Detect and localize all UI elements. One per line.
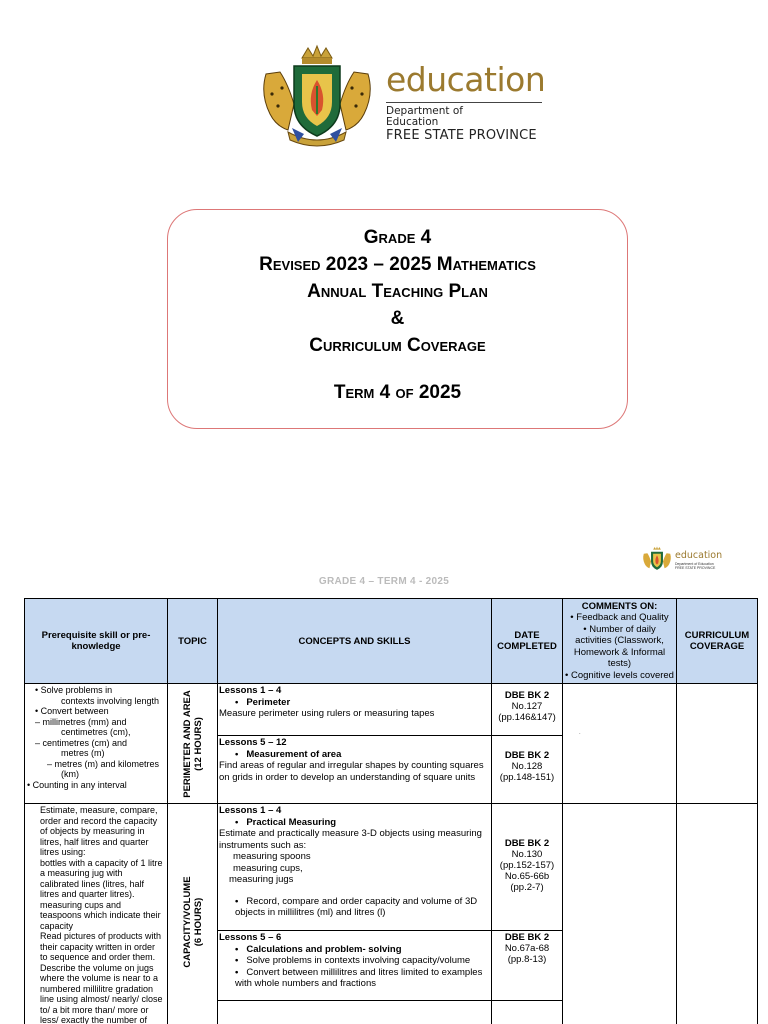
table-row	[25, 804, 758, 931]
coverage-cell	[677, 684, 758, 804]
dept-line-2: Education	[386, 116, 439, 128]
lesson-cell: Lessons 5 – 12 • Measurement of area Find areas of regular and irregular shapes by counting squares on grids in order to develop an understanding of square units	[218, 736, 492, 804]
teaching-plan-table	[24, 598, 758, 1024]
lesson-cell-empty	[218, 1001, 492, 1024]
table-row	[25, 684, 758, 736]
mini-coat-of-arms-icon	[641, 546, 673, 574]
topic-cell: CAPACITY/VOLUME (6 HOURS)	[168, 804, 218, 1024]
lesson-cell: Lessons 1 – 4 • Perimeter Measure perimeter using rulers or measuring tapes	[218, 684, 492, 736]
title-revised: Revised 2023 – 2025 Mathematics	[259, 254, 536, 275]
col-comments: COMMENTS ON: • Feedback and Quality • Number of daily activities (Classwork, Homework & Informal tests) • Cognitive levels covered	[563, 599, 677, 684]
comments-cell	[563, 804, 677, 1024]
lesson-cell: Lessons 1 – 4 • Practical Measuring Estimate and practically measure 3-D objects using measuring instruments such as: measuring spoons measuring cups, measuring jugs • Record, compare and order capacity and volume of 3D objects in millilitres (ml) and litres (l)	[218, 804, 492, 931]
date-cell: DBE BK 2 No.128 (pp.148-151)	[492, 736, 563, 804]
education-logo	[258, 44, 548, 154]
dept-line-3: FREE STATE PROVINCE	[386, 128, 537, 143]
date-cell-empty	[492, 1001, 563, 1024]
mini-education-logo	[641, 546, 731, 576]
mini-brand-word: education	[675, 550, 723, 561]
dept-line-1: Department of	[386, 105, 463, 117]
grade-term-caption: GRADE 4 – TERM 4 - 2025	[318, 576, 450, 587]
brand-divider	[386, 102, 542, 103]
col-topic: TOPIC	[168, 599, 218, 684]
topic-cell: PERIMETER AND AREA (12 HOURS)	[168, 684, 218, 804]
prereq-cell: • Solve problems in contexts involving length • Convert between – millimetres (mm) and centimetres (cm), – centimetres (cm) and metres (m) – metres (m) and kilometres (km) • Counting in any interval	[25, 684, 168, 804]
coverage-cell	[677, 804, 758, 1024]
title-atp: Annual Teaching Plan	[307, 281, 488, 302]
title-grade: Grade 4	[363, 227, 432, 248]
mini-brand-sub: Department of Education FREE STATE PROVINCE	[675, 562, 716, 570]
date-cell: DBE BK 2 No.67a-68 (pp.8-13)	[492, 931, 563, 1001]
title-coverage: Curriculum Coverage	[309, 335, 486, 356]
col-concepts: CONCEPTS AND SKILLS	[218, 599, 492, 684]
col-prereq: Prerequisite skill or pre-knowledge	[25, 599, 168, 684]
comments-cell: .	[563, 684, 677, 804]
title-term: Term 4 of 2025	[333, 382, 462, 403]
title-box	[167, 209, 628, 429]
lesson-cell: Lessons 5 – 6 • Calculations and problem- solving • Solve problems in contexts involving capacity/volume • Convert between millilitres and litres limited to examples with whole numbers and fractions	[218, 931, 492, 1001]
brand-wordmark: education	[386, 60, 546, 99]
title-ampersand: &	[390, 308, 405, 329]
brand-block	[386, 62, 545, 143]
prereq-cell: Estimate, measure, compare, order and record the capacity of objects by measuring in litres, half litres and quarter litres using: bottles with a capacity of 1 litre a measuring jug with calibrated lines (litres, half litres and quarter litres). measuring cups and teaspoons which indicate their capacity Read pictures of products with their capacity written in order to sequence and order them. Describe the volume on jugs where the volume is near to a numbered millilitre gradation line using almost/ nearly/ close to/ a bit more than/ more or less/ exactly the number of	[25, 804, 168, 1024]
date-cell: DBE BK 2 No.130 (pp.152-157) No.65-66b (pp.2-7)	[492, 804, 563, 931]
col-coverage: CURRICULUM COVERAGE	[677, 599, 758, 684]
col-date: DATE COMPLETED	[492, 599, 563, 684]
table-header-row	[25, 599, 758, 684]
date-cell: DBE BK 2 No.127 (pp.146&147)	[492, 684, 563, 736]
coat-of-arms-icon	[258, 44, 376, 152]
